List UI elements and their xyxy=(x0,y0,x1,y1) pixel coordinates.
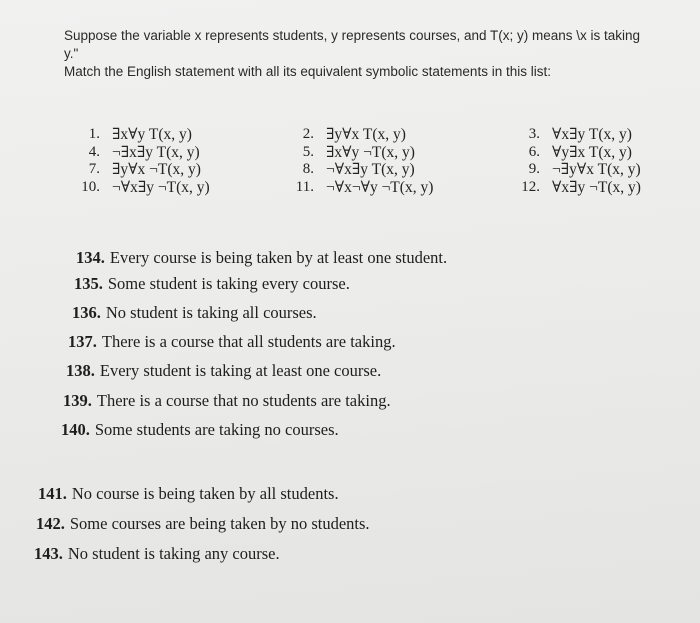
symbolic-expression: ¬∀x∃y T(x, y) xyxy=(326,161,415,178)
question-number: 137. xyxy=(68,332,97,351)
symbolic-number: 9. xyxy=(528,161,540,177)
symbolic-item xyxy=(286,161,433,179)
symbolic-item xyxy=(70,126,210,144)
symbolic-item xyxy=(512,179,641,197)
symbolic-expression: ∃x∀y T(x, y) xyxy=(112,126,192,143)
symbolic-expression: ∃y∀x ¬T(x, y) xyxy=(112,161,201,178)
question-text: No course is being taken by all students. xyxy=(71,484,339,503)
symbolic-item xyxy=(286,126,433,144)
symbolic-number: 6. xyxy=(528,143,540,160)
question-number: 135. xyxy=(74,274,103,293)
question-number: 142. xyxy=(36,514,65,533)
question-136 xyxy=(72,303,317,323)
question-number: 138. xyxy=(66,361,95,380)
symbolic-number: 4. xyxy=(88,143,100,160)
symbolic-number: 10. xyxy=(81,178,100,195)
question-number: 141. xyxy=(38,484,67,503)
symbolic-expression: ∃x∀y ¬T(x, y) xyxy=(326,143,415,161)
question-139 xyxy=(63,391,391,411)
symbolic-item xyxy=(286,144,433,162)
symbolic-item xyxy=(70,161,210,179)
problem-intro xyxy=(64,27,684,81)
question-137 xyxy=(68,332,396,352)
question-140 xyxy=(61,420,339,440)
question-number: 143. xyxy=(34,544,63,563)
question-number: 134. xyxy=(76,248,105,267)
question-text: There is a course that no students are taking. xyxy=(96,391,391,410)
symbolic-expression: ∀y∃x T(x, y) xyxy=(552,143,632,161)
symbolic-expression: ¬∀x∃y ¬T(x, y) xyxy=(112,178,210,196)
symbolic-expression: ¬∃y∀x T(x, y) xyxy=(552,161,641,178)
symbolic-item xyxy=(512,126,641,144)
intro-line-2: y." xyxy=(64,46,79,61)
symbolic-number: 3. xyxy=(528,126,540,142)
question-text: Some student is taking every course. xyxy=(107,274,350,293)
question-134 xyxy=(76,248,447,268)
symbolic-number: 2. xyxy=(302,126,314,142)
question-142 xyxy=(36,514,370,534)
symbolic-column-3 xyxy=(512,126,641,196)
symbolic-number: 5. xyxy=(302,143,314,160)
symbolic-number: 11. xyxy=(295,178,314,195)
question-number: 136. xyxy=(72,303,101,322)
symbolic-number: 1. xyxy=(88,126,100,142)
question-135 xyxy=(74,274,350,294)
question-text: Some students are taking no courses. xyxy=(94,420,339,439)
symbolic-column-2 xyxy=(286,126,433,196)
question-number: 139. xyxy=(63,391,92,410)
symbolic-expression: ∃y∀x T(x, y) xyxy=(326,126,406,143)
symbolic-item xyxy=(70,144,210,162)
question-141 xyxy=(38,484,339,504)
question-text: No student is taking all courses. xyxy=(105,303,317,322)
question-text: Some courses are being taken by no students. xyxy=(69,514,370,533)
symbolic-item xyxy=(286,179,433,197)
question-text: Every student is taking at least one course. xyxy=(99,361,382,380)
question-text: Every course is being taken by at least one student. xyxy=(109,248,448,267)
symbolic-expression: ¬∀x¬∀y ¬T(x, y) xyxy=(326,178,434,196)
symbolic-expression: ∀x∃y ¬T(x, y) xyxy=(552,178,641,196)
question-number: 140. xyxy=(61,420,90,439)
intro-line-1: Suppose the variable x represents students, y represents courses, and T(x; y) means \x is taking xyxy=(64,28,641,43)
symbolic-item xyxy=(512,161,641,179)
intro-line-3: Match the English statement with all its equivalent symbolic statements in this list: xyxy=(64,64,551,79)
symbolic-expression: ¬∃x∃y T(x, y) xyxy=(112,143,200,161)
symbolic-number: 7. xyxy=(88,161,100,177)
question-text: No student is taking any course. xyxy=(67,544,280,563)
question-143 xyxy=(34,544,280,564)
symbolic-number: 12. xyxy=(521,178,540,195)
question-text: There is a course that all students are taking. xyxy=(101,332,396,351)
symbolic-item xyxy=(512,144,641,162)
symbolic-column-1 xyxy=(70,126,210,196)
question-138 xyxy=(66,361,381,381)
symbolic-expression: ∀x∃y T(x, y) xyxy=(552,126,632,143)
symbolic-item xyxy=(70,179,210,197)
symbolic-number: 8. xyxy=(302,161,314,177)
